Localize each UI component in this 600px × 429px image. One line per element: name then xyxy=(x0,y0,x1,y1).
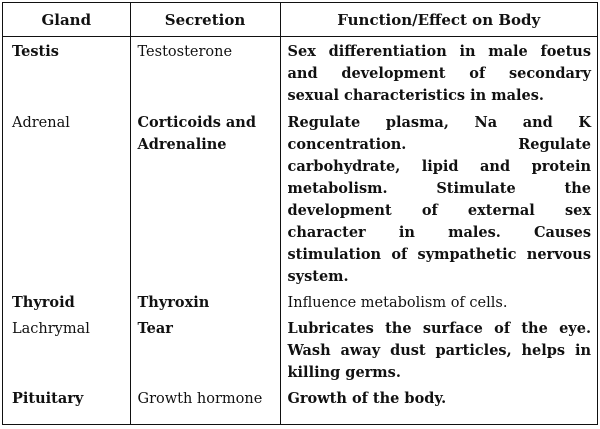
secretion-cell: Testosterone xyxy=(137,44,233,60)
table-row-testis xyxy=(3,37,597,108)
gland-cell: Pituitary xyxy=(12,389,84,407)
header-gland: Gland xyxy=(3,3,130,37)
function-cell: Sex differentiation in male foetus and development of secondary sexual characteristics in males. xyxy=(287,43,591,104)
function-cell: Growth of the body. xyxy=(287,389,447,407)
secretion-cell: Corticoids and Adrenaline xyxy=(137,113,256,153)
header-row xyxy=(3,3,597,37)
table-row-thyroid xyxy=(3,288,597,314)
gland-cell: Testis xyxy=(12,43,59,60)
table-row-lachrymal xyxy=(3,314,597,384)
header-secretion: Secretion xyxy=(130,3,280,37)
gland-cell: Lachrymal xyxy=(12,320,90,337)
secretion-cell: Growth hormone xyxy=(137,390,263,407)
secretion-cell: Thyroxin xyxy=(137,293,210,311)
gland-cell: Adrenal xyxy=(12,114,70,131)
table xyxy=(3,3,597,424)
header-function: Function/Effect on Body xyxy=(280,3,597,37)
function-cell: Influence metabolism of cells. xyxy=(287,294,508,311)
gland-secretion-table xyxy=(2,2,598,425)
function-cell: Regulate plasma, Na and K concentration. Regulate carbohydrate, lipid and protein metabolism. Stimulate the development of external sex character in males. Causes stimulation of sympathetic nervous system. xyxy=(287,113,591,285)
table-row-adrenal xyxy=(3,108,597,288)
secretion-cell: Tear xyxy=(137,319,173,337)
function-cell: Lubricates the surface of the eye. Wash away dust particles, helps in killing germs. xyxy=(287,319,591,381)
gland-cell: Thyroid xyxy=(12,293,75,311)
table-row-pituitary xyxy=(3,384,597,425)
